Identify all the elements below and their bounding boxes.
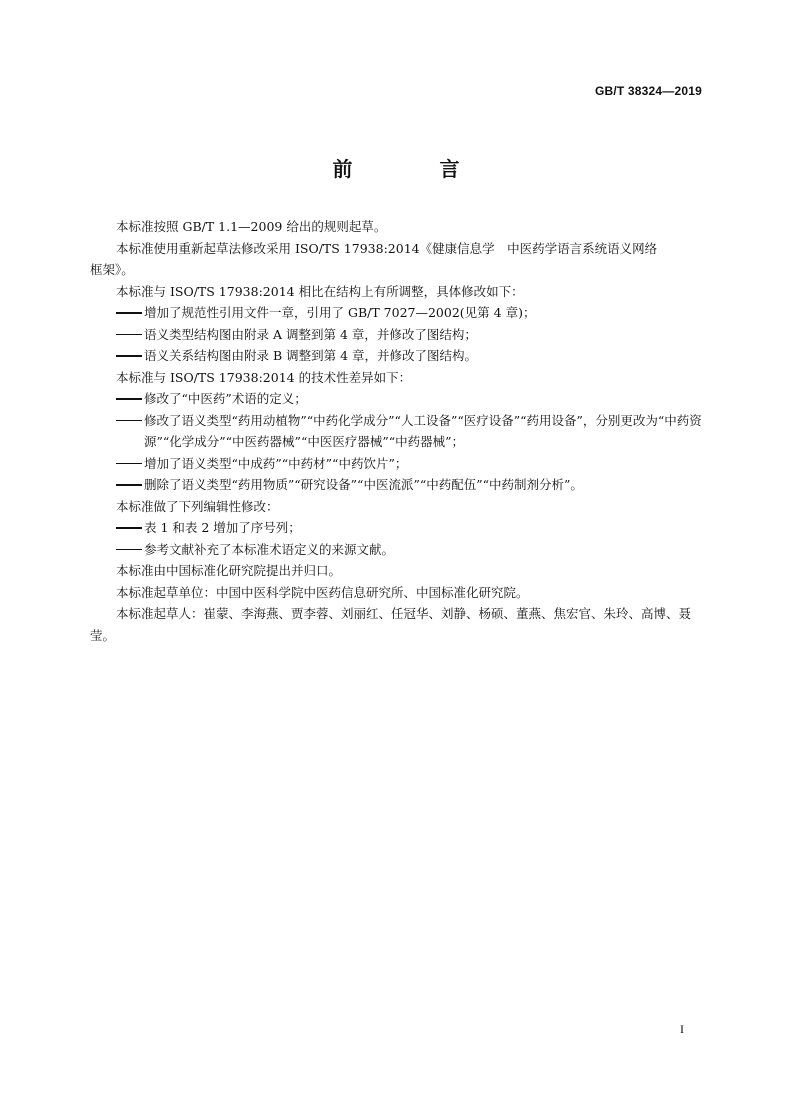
paragraph-structure-changes: 本标准与 ISO/TS 17938:2014 相比在结构上有所调整，具体修改如下： bbox=[116, 283, 524, 299]
paragraph-proposer: 本标准由中国标准化研究院提出并归口。 bbox=[116, 563, 342, 578]
paragraph-adoption-cont: 框架》。 bbox=[90, 262, 134, 277]
paragraph-drafting-units: 本标准起草单位：中国中医科学院中医药信息研究所、中国标准化研究院。 bbox=[116, 584, 529, 600]
dash-marker bbox=[116, 463, 142, 465]
paragraph-editorial-changes: 本标准做了下列编辑性修改： bbox=[116, 498, 279, 514]
paragraph-drafters: 本标准起草人：崔蒙、李海燕、贾李蓉、刘丽红、任冠华、刘静、杨硕、董燕、焦宏官、朱玲、高博、聂莹。 bbox=[90, 606, 692, 643]
list-item: 语义关系结构图由附录 B 调整到第 4 章，并修改了图结构。 bbox=[90, 345, 705, 367]
list-item: 修改了语义类型“药用动植物”“中药化学成分”“人工设备”“医疗设备”“药用设备”，分别更改为“中药资源”“化学成分”“中医药器械”“中医医疗器械”“中药器械”； bbox=[90, 410, 705, 453]
list-item: 修改了“中医药”术语的定义； bbox=[90, 388, 705, 410]
list-item: 增加了规范性引用文件一章，引用了 GB/T 7027—2002(见第 4 章)； bbox=[90, 302, 705, 324]
paragraph-adoption: 本标准使用重新起草法修改采用 ISO/TS 17938:2014《健康信息学 中医药学语言系统语义网络 bbox=[116, 240, 658, 256]
page-number: I bbox=[680, 1022, 684, 1036]
dash-marker bbox=[116, 549, 142, 551]
list-item: 表 1 和表 2 增加了序号列； bbox=[90, 517, 705, 539]
list-item: 参考文献补充了本标准术语定义的来源文献。 bbox=[90, 539, 705, 561]
page-title: 前 言 bbox=[332, 157, 500, 181]
dash-marker bbox=[116, 398, 142, 400]
paragraph-technical-differences: 本标准与 ISO/TS 17938:2014 的技术性差异如下： bbox=[116, 369, 412, 385]
dash-marker bbox=[116, 484, 142, 486]
list-item: 删除了语义类型“药用物质”“研究设备”“中医流派”“中药配伍”“中药制剂分析”。 bbox=[90, 474, 705, 496]
dash-marker bbox=[116, 312, 142, 314]
dash-marker bbox=[116, 334, 142, 336]
dash-marker bbox=[116, 420, 142, 422]
paragraph-drafting-rules: 本标准按照 GB/T 1.1—2009 给出的规则起草。 bbox=[116, 219, 387, 234]
standard-code: GB/T 38324—2019 bbox=[594, 84, 702, 98]
foreword-body bbox=[90, 216, 705, 646]
dash-marker bbox=[116, 355, 142, 357]
list-item: 语义类型结构图由附录 A 调整到第 4 章，并修改了图结构； bbox=[90, 324, 705, 346]
list-item: 增加了语义类型“中成药”“中药材”“中药饮片”； bbox=[90, 453, 705, 475]
dash-marker bbox=[116, 527, 142, 529]
